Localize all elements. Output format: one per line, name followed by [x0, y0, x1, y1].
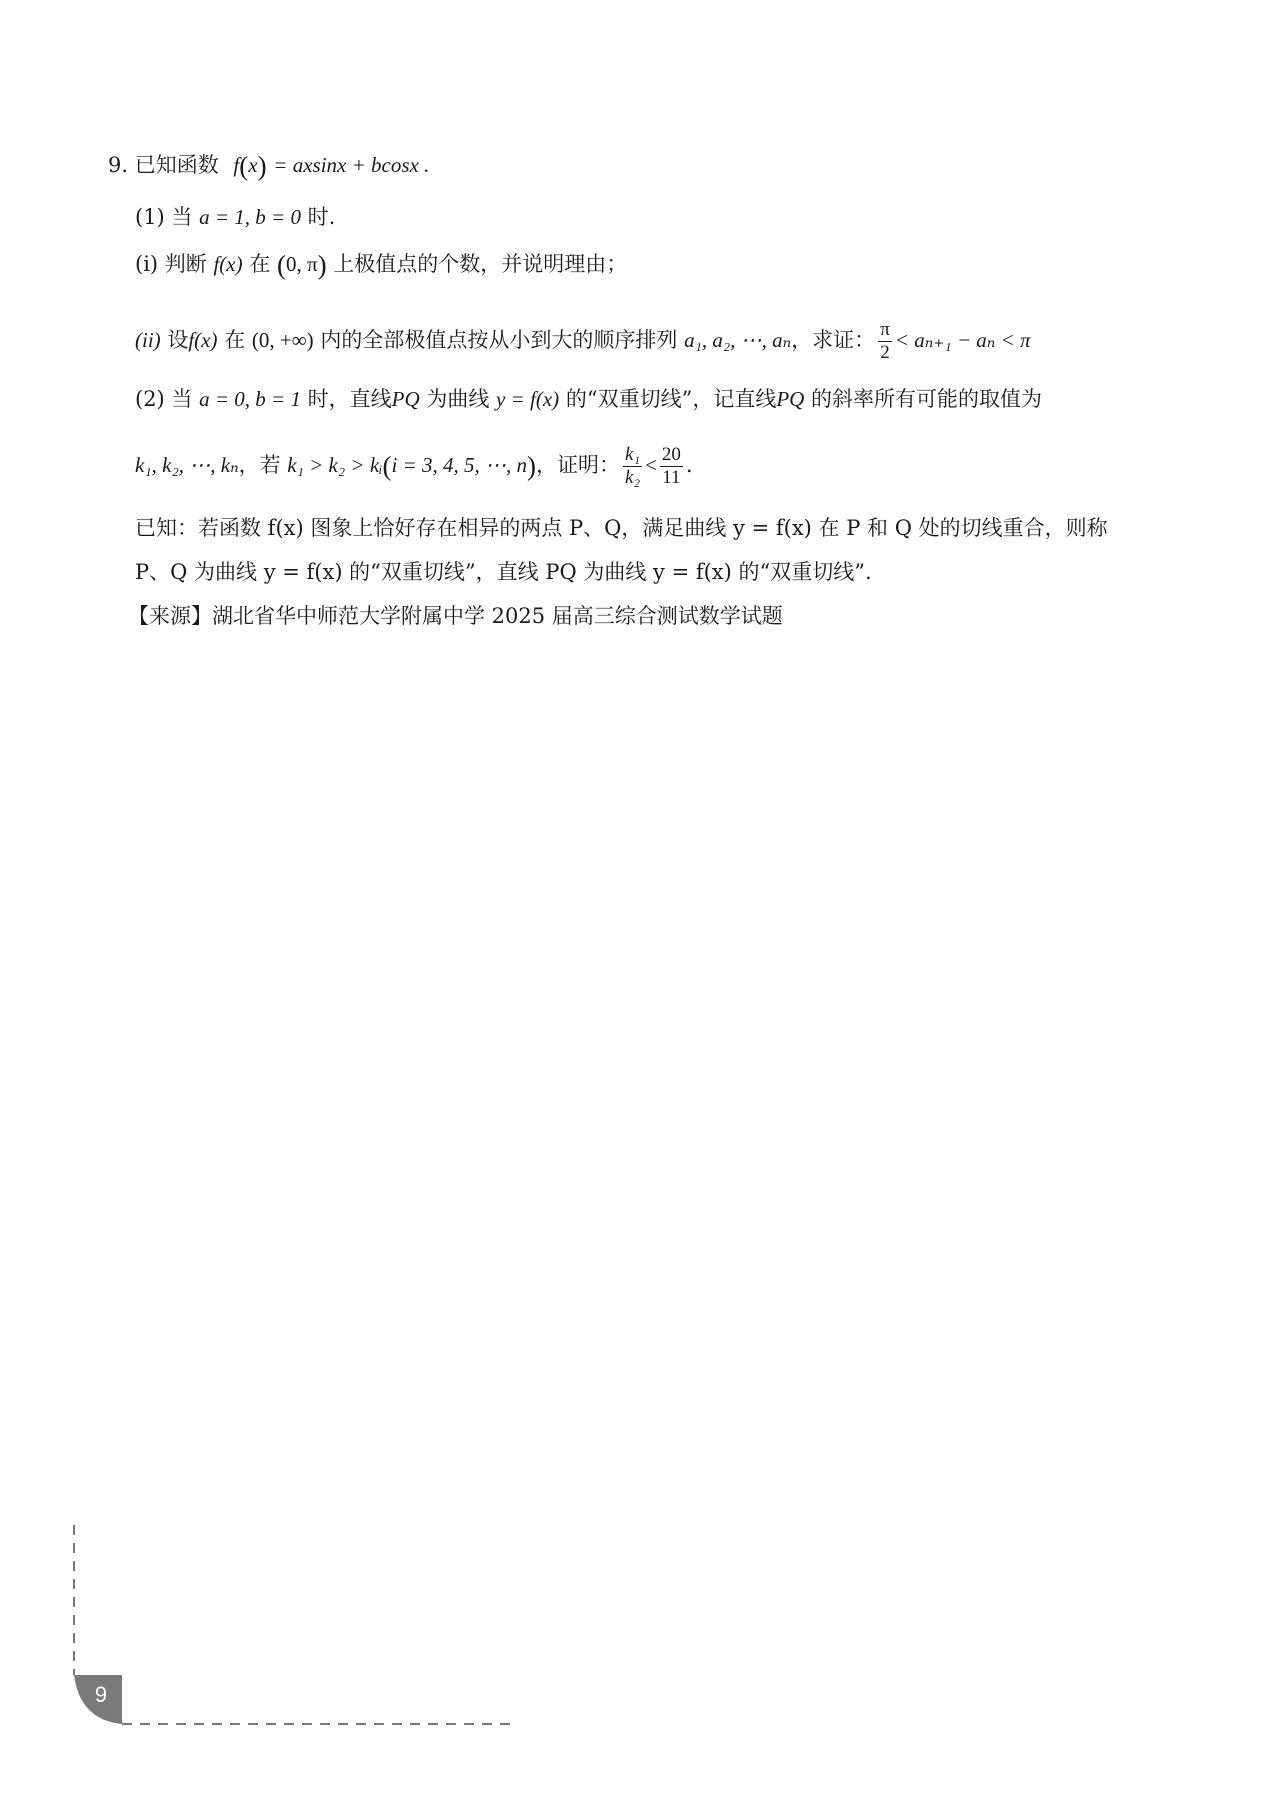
- problem-intro: 已知函数: [134, 153, 219, 177]
- fraction-pi-over-2: $\frac{\pi}{2}$: [880, 319, 890, 363]
- definition-line-2: P、Q 为曲线 y = f(x) 的“双重切线”，直线 PQ 为曲线 y = f(x) 的“双重切线”.: [135, 560, 872, 584]
- source-line: 【来源】湖北省华中师范大学附属中学 2025 届高三综合测试数学试题: [128, 604, 783, 628]
- func-arg: x: [248, 153, 258, 177]
- fraction-20-11: $\frac{20}{11}$: [661, 444, 681, 488]
- part1-sub-ii: (ii) 设f(x) 在 (0, +∞) 内的全部极值点按从小到大的顺序排列 a₁, a₂, ⋯, aₙ，求证： $\frac{\pi}{2}$ < aₙ₊₁ − aₙ < π: [135, 319, 1031, 363]
- inequality: < aₙ₊₁ − aₙ < π: [894, 328, 1031, 352]
- func-name: f: [233, 153, 240, 177]
- part2-slopes: k₁, k₂, ⋯, kₙ，若 k₁ > k₂ > kᵢ(i = 3, 4, 5, ⋯, n)，证明： $\frac{\text{k₁}}{\text{k₂}}$ < $\frac{20}{11}$ .: [135, 444, 693, 488]
- part1-condition: (1) 当 a = 1, b = 0 时.: [135, 205, 336, 229]
- page-number: 9: [94, 1682, 108, 1707]
- problem-number: 9.: [108, 153, 129, 177]
- extrema-sequence: a₁, a₂, ⋯, aₙ: [684, 328, 792, 352]
- fraction-k1-k2: $\frac{\text{k₁}}{\text{k₂}}$: [625, 444, 641, 488]
- definition-line-1: 已知：若函数 f(x) 图象上恰好存在相异的两点 P、Q，满足曲线 y = f(x) 在 P 和 Q 处的切线重合，则称: [135, 516, 1108, 540]
- page-corner-graphic: [72, 1525, 512, 1725]
- part1-sub-i: (i) 判断 f(x) 在 (0, π) 上极值点的个数，并说明理由；: [135, 250, 628, 280]
- func-definition: = axsinx + bcosx .: [273, 153, 430, 177]
- problem-statement: 9. 已知函数 f(x) = axsinx + bcosx .: [108, 151, 430, 181]
- interval-0-pi: 0, π: [286, 252, 318, 276]
- slope-sequence: k₁, k₂, ⋯, kₙ: [135, 453, 239, 477]
- page-corner: [72, 1525, 512, 1725]
- part2-condition: (2) 当 a = 0, b = 1 时，直线PQ 为曲线 y = f(x) 的“双重切线”，记直线PQ 的斜率所有可能的取值为: [135, 387, 1043, 411]
